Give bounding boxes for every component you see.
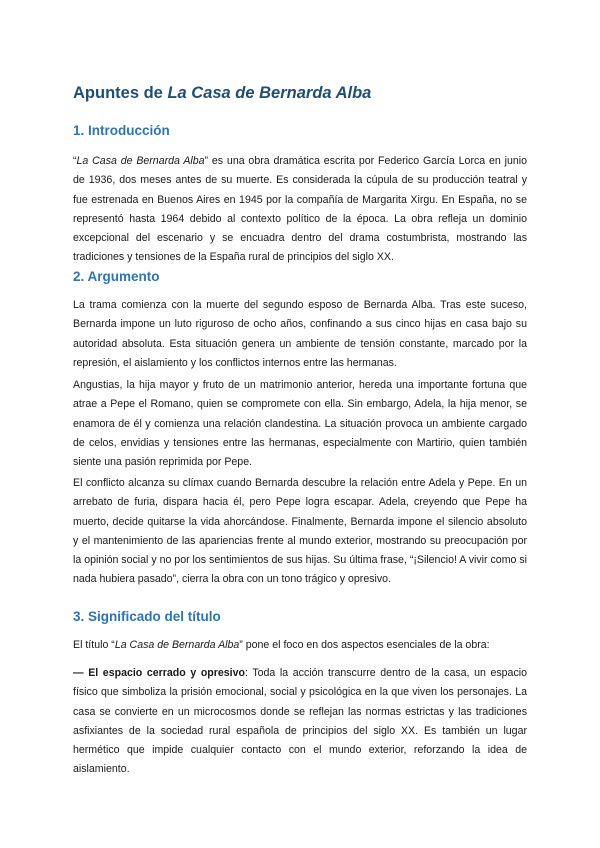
argumento-paragraph-3: El conflicto alcanza su clímax cuando Bernarda descubre la relación entre Adela y Pepe. En un arrebato de furia, dispara hacia él, pero Pepe logra escapar. Adela, creyendo que Pepe ha muerto, decide quitarse la vida ahorcándose. Finalmente, Bernarda impone el silencio absoluto y el mantenimiento de las apariencias frente al mundo exterior, mostrando su preocupación por la opinión social y no por los sentimientos de sus hijas. Su última frase, “¡Silencio! A vivir como si nada hubiera pasado”, cierra la obra con un tono trágico y opresivo. <box>73 477 527 586</box>
section-heading-introduccion: 1. Introducción <box>73 123 170 138</box>
intro-paragraph: “La Casa de Bernarda Alba” es una obra dramática escrita por Federico García Lorca en junio de 1936, dos meses antes de su muerte. Es considerada la cúpula de su producción teatral y fue estrenada en Buenos Aires en 1945 por la compañía de Margarita Xirgu. En España, no se representó hasta 1964 debido al contexto político de la época. La obra refleja un dominio excepcional del escenario y se encuadra dentro del drama costumbrista, mostrando las tradiciones y tensiones de la España rural de principios del siglo XX. <box>73 155 527 264</box>
title-play-name: La Casa de Bernarda Alba <box>167 84 372 102</box>
significado-item-espacio: — El espacio cerrado y opresivo: Toda la acción transcurre dentro de la casa, un espacio físico que simboliza la prisión emocional, social y psicológica en la que viven los personajes. La casa se convierte en un microcosmos donde se reflejan las normas estrictas y las tradiciones asfixiantes de la sociedad rural española de principios del siglo XX. Es también un lugar hermético que impide cualquier contacto con el mundo exterior, reforzando la idea de aislamiento. <box>73 667 527 776</box>
document-title: Apuntes de La Casa de Bernarda Alba <box>73 84 372 102</box>
argumento-paragraph-1: La trama comienza con la muerte del segundo esposo de Bernarda Alba. Tras este suceso, Bernarda impone un luto riguroso de ocho años, confinando a sus cinco hijas en casa bajo su autoridad absoluta. Esta situación genera un ambiente de tensión constante, marcado por la represión, el aislamiento y los conflictos internos entre las hermanas. <box>73 299 527 369</box>
section-heading-significado: 3. Significado del título <box>73 609 221 624</box>
section-heading-argumento: 2. Argumento <box>73 269 160 284</box>
argumento-paragraph-2: Angustias, la hija mayor y fruto de un matrimonio anterior, hereda una importante fortuna que atrae a Pepe el Romano, quien se compromete con ella. Sin embargo, Adela, la hija menor, se enamora de él y comienza una relación clandestina. La situación provoca un ambiente cargado de celos, envidias y tensiones entre las hermanas, especialmente con Martirio, quien también siente una pasión reprimida por Pepe. <box>73 379 527 469</box>
significado-intro: El título “La Casa de Bernarda Alba” pone el foco en dos aspectos esenciales de la obra: <box>73 639 490 651</box>
